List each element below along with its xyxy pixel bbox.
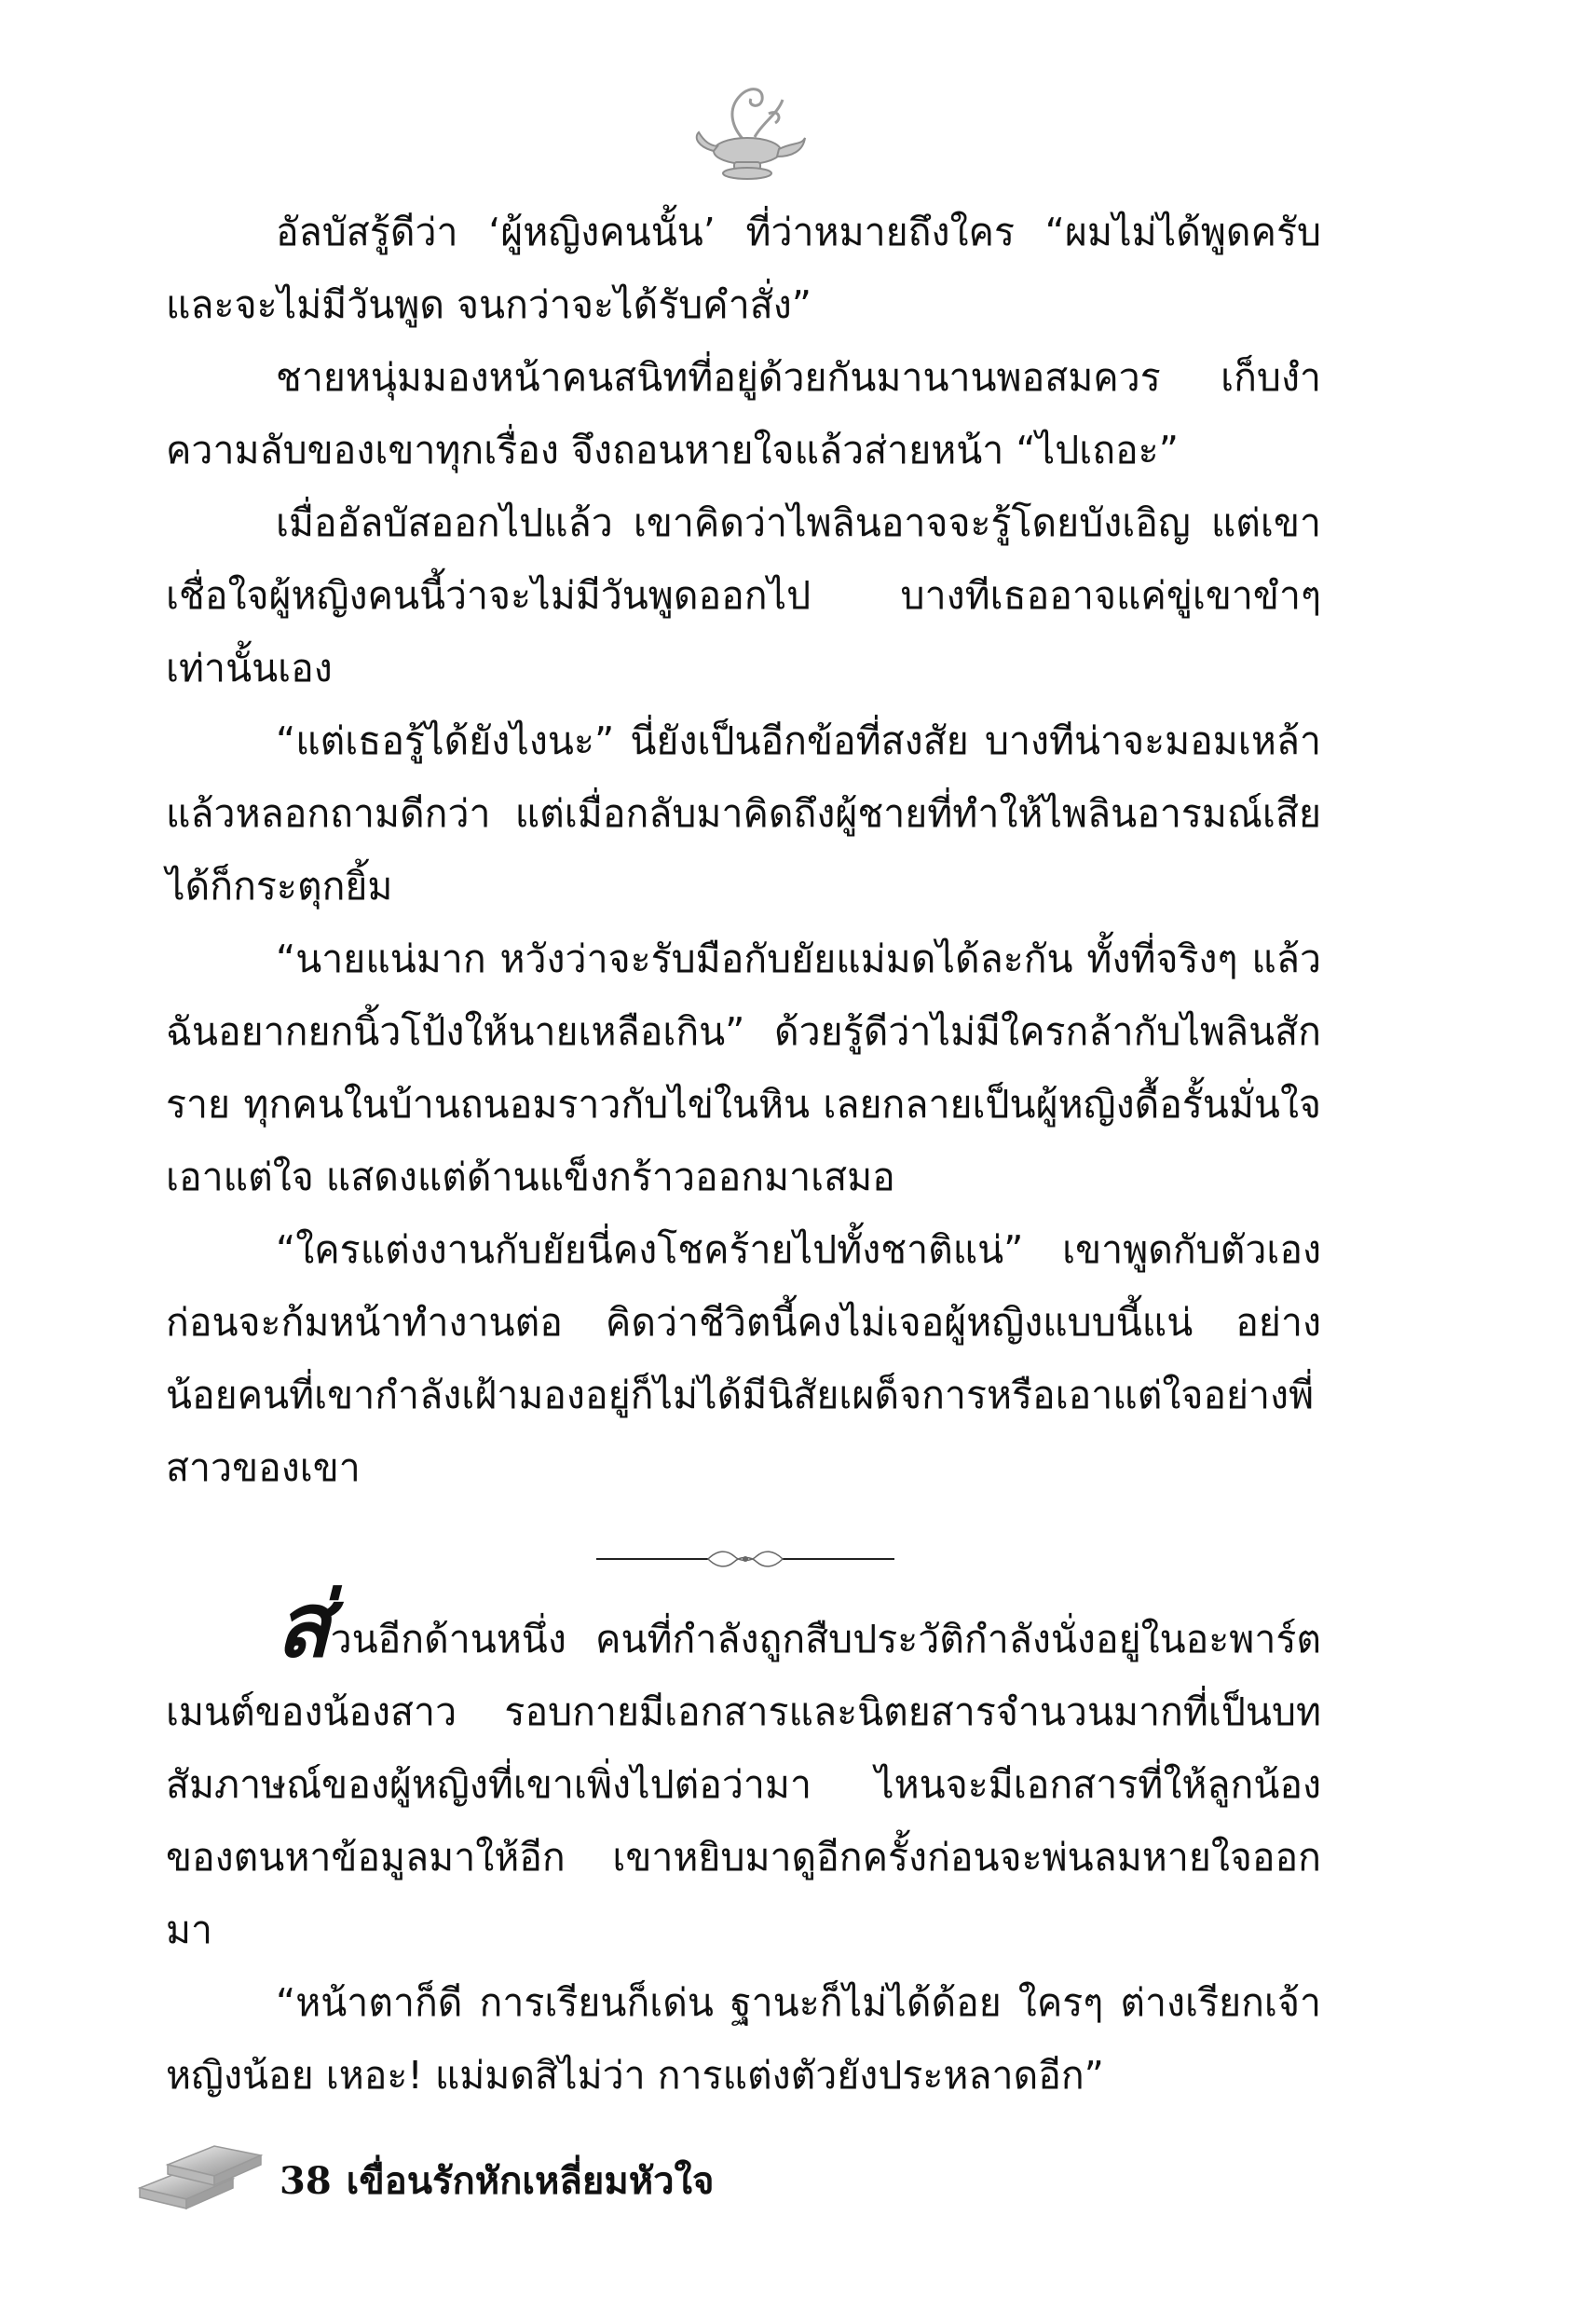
footer-text bbox=[280, 2151, 715, 2210]
section-divider bbox=[166, 1534, 1321, 1590]
book-title: เขื่อนรักหักเหลี่ยมหัวใจ bbox=[346, 2159, 715, 2203]
genie-lamp-icon bbox=[689, 76, 811, 184]
page-number: 38 bbox=[280, 2159, 332, 2203]
paragraph-text: วนอีกด้านหนึ่ง คนที่กำลังถูกสืบประวัติกำลังนั่งอยู่ในอะพาร์ตเมนต์ของน้องสาว รอบกายมีเอกสารและนิตยสารจำนวนมากที่เป็นบทสัมภาษณ์ของผู้หญิงที่เขาเพิ่งไปต่อว่ามา ไหนจะมีเอกสารที่ให้ลูกน้องของตนหาข้อมูลมาให้อีก เขาหยิบมาดูอีกครั้งก่อนจะพ่นลมหายใจออกมา bbox=[166, 1617, 1321, 1952]
paragraph: อัลบัสรู้ดีว่า ‘ผู้หญิงคนนั้น’ ที่ว่าหมายถึงใคร “ผมไม่ได้พูดครับ และจะไม่มีวันพูด จนกว่าจะได้รับคำสั่ง” bbox=[166, 210, 1321, 327]
paragraph: “นายแน่มาก หวังว่าจะรับมือกับยัยแม่มดได้ละกัน ทั้งที่จริงๆ แล้วฉันอยากยกนิ้วโป้งให้นายเหลือเกิน” ด้วยรู้ดีว่าไม่มีใครกล้ากับไพลินสักราย ทุกคนในบ้านถนอมราวกับไข่ในหิน เลยกลายเป็นผู้หญิงดื้อรั้นมั่นใจ เอาแต่ใจ แสดงแต่ด้านแข็งกร้าวออกมาเสมอ bbox=[166, 937, 1321, 1199]
paragraph-with-dropcap bbox=[166, 1573, 1321, 1966]
paragraph: “หน้าตาก็ดี การเรียนก็เด่น ฐานะก็ไม่ได้ด้อย ใครๆ ต่างเรียกเจ้าหญิงน้อย เหอะ! แม่มดสิไม่ว่า การแต่งตัวยังประหลาดอีก” bbox=[166, 1980, 1321, 2098]
page-footer bbox=[130, 2113, 783, 2225]
paragraph: “แต่เธอรู้ได้ยังไงนะ” นี่ยังเป็นอีกข้อที่สงสัย บางทีน่าจะมอมเหล้าแล้วหลอกถามดีกว่า แต่เมื่อกลับมาคิดถึงผู้ชายที่ทำให้ไพลินอารมณ์เสียได้ก็กระตุกยิ้ม bbox=[166, 718, 1321, 909]
page-body bbox=[166, 196, 1321, 2112]
paragraph: ชายหนุ่มมองหน้าคนสนิทที่อยู่ด้วยกันมานานพอสมควร เก็บงำความลับของเขาทุกเรื่อง จึงถอนหายใจแล้วส่ายหน้า “ไปเถอะ” bbox=[166, 355, 1321, 472]
paragraph: เมื่ออัลบัสออกไปแล้ว เขาคิดว่าไพลินอาจจะรู้โดยบังเอิญ แต่เขาเชื่อใจผู้หญิงคนนี้ว่าจะไม่มีวันพูดออกไป บางทีเธออาจแค่ขู่เขาขำๆ เท่านั้นเอง bbox=[166, 500, 1321, 691]
ornament-divider-icon bbox=[596, 1545, 894, 1573]
paragraph: “ใครแต่งงานกับยัยนี่คงโชคร้ายไปทั้งชาติแน่” เขาพูดกับตัวเองก่อนจะก้มหน้าทำงานต่อ คิดว่าชีวิตนี้คงไม่เจอผู้หญิงแบบนี้แน่ อย่างน้อยคนที่เขากำลังเฝ้ามองอยู่ก็ไม่ได้มีนิสัยเผด็จการหรือเอาแต่ใจอย่างพี่สาวของเขา bbox=[166, 1227, 1321, 1490]
gold-bars-icon bbox=[130, 2113, 270, 2216]
drop-cap: ส่ bbox=[276, 1573, 331, 1677]
